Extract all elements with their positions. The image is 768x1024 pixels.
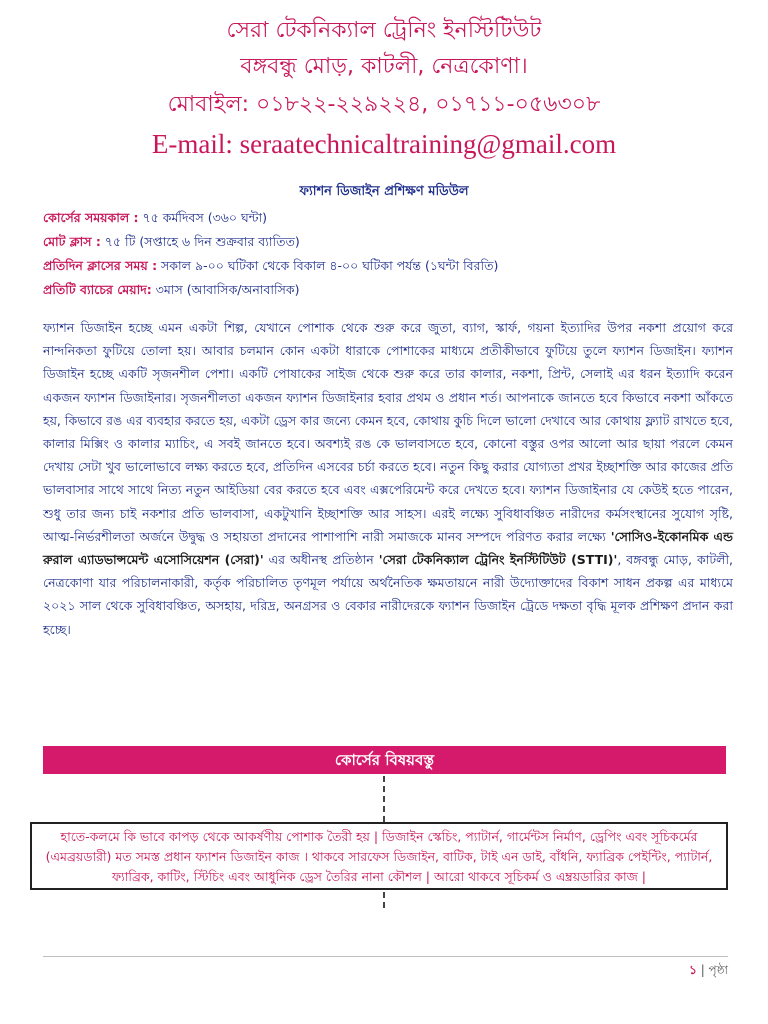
institute-name: সেরা টেকনিক্যাল ট্রেনিং ইনস্টিটিউট [226, 18, 542, 43]
institute-bold-name: 'সেরা টেকনিক্যাল ট্রেনিং ইনস্টিটিউট (STTI)' [378, 552, 618, 568]
connector-dashed-line [383, 776, 385, 822]
page-footer [689, 962, 728, 982]
course-content-heading: কোর্সের বিষয়বস্তু [43, 746, 726, 774]
mobile-numbers: মোবাইল: ০১৮২২-২২৯২২৪, ০১৭১১-০৫৬৩০৮ [167, 92, 601, 117]
course-content-box: হাতে-কলমে কি ভাবে কাপড় থেকে আকর্ষণীয় পোশাক তৈরী হয় | ডিজাইন স্কেচিং, প্যাটার্ন, গার্মেন্টস নির্মাণ, ড্রেপিং এবং সূচিকর্মের (এমব্রয়ডারী) মত সমস্ত প্রধান ফ্যাশন ডিজাইন কাজ । থাকবে সারফেস ডিজাইন, বাটিক, টাই এন ডাই, বাঁধনি, ফ্যাব্রিক পেইন্টিং, প্যাটার্ন, ফ্যাব্রিক, কাটিং, স্টিচিং এবং আধুনিক ড্রেস তৈরির নানা কৌশল | আরো থাকবে সূচিকর্ম ও এম্ব্রয়ডারির কাজ | [30, 822, 728, 890]
info-duration: কোর্সের সময়কাল : ৭৫ কর্মদিবস (৩৬০ ঘন্টা) [43, 210, 268, 225]
organization-name: 'সোসিও-ইকোনমিক এন্ড রুরাল এ্যাডভান্সমেন্ট এসোসিয়েশন (সেরা)' [43, 528, 733, 568]
page-number: ১ [689, 963, 697, 977]
connector-dashed-line-bottom [383, 892, 385, 908]
institute-address: বঙ্গবন্ধু মোড়, কাটলী, নেত্রকোণা। [240, 54, 528, 79]
page-label: | পৃষ্ঠা [696, 963, 728, 977]
footer-divider [43, 956, 728, 957]
email-address: E-mail: seraatechnicaltraining@gmail.com [151, 129, 617, 159]
letterhead [0, 14, 768, 164]
module-title: ফ্যাশন ডিজাইন প্রশিক্ষণ মডিউল [299, 184, 469, 199]
description-paragraph: ফ্যাশন ডিজাইন হচ্ছে এমন একটা শিল্প, যেখানে পোশাক থেকে শুরু করে জুতা, ব্যাগ, স্কার্ফ, গয়না ইত্যাদির উপর নকশা প্রয়োগ করে নান্দনিকতা ফুটিয়ে তোলা হয়। আবার চলমান কোন একটা ধারাকে পোশাকের মাধ্যমে প্রতীকীভাবে ফুটিয়ে তুলে ফ্যাশন ডিজাইন। ফ্যাশন ডিজাইন হচ্ছে একটি সৃজনশীল পেশা। একটি পোষাকের সাইজ থেকে শুরু করে তার কালার, নকশা, প্রিন্ট, সেলাই এর ধরন ইত্যাদি করেন একজন ফ্যাশন ডিজাইনার। সৃজনশীলতা একজন ফ্যাশন ডিজাইনার হবার প্রথম ও প্রধান শর্ত। আপনাকে জানতে হবে কিভাবে নকশা আঁকতে হয়, কিভাবে রঙ এর ব্যবহার করতে হয়, একটা ড্রেস কার জন্যে কেমন হবে, কোথায় কুচি দিলে ভালো দেখাবে আর কোথায় ফ্ল্যাট রাখতে হবে, কালার মিক্সিং ও কালার ম্যাচিং, এ সবই জানতে হবে। অবশ্যই রঙ কে ভালবাসতে হবে, কোনো বস্তুর ওপর আলো আর ছায়া পরলে কেমন দেখায় সেটা খুব ভালোভাবে লক্ষ্য করতে হবে, প্রতিদিন এসবের চর্চা করতে হবে। নতুন কিছু করার যোগ্যতা প্রখর ইচ্ছাশক্তি আর কাজের প্রতি ভালবাসার সাথে সাথে নিত্য নতুন আইডিয়া বের করতে হবে এবং এক্সপেরিমেন্ট করে দেখতে হবে। ফ্যাশন ডিজাইনার যে কেউই হতে পারেন, শুধু তার জন্য চাই নকশার প্রতি ভালবাসা, একটুখানি ইচ্ছাশক্তি আর সাহস। এরই লক্ষ্যে সুবিধাবঞ্চিত নারীদের কর্মসংস্থানের সুযোগ সৃষ্টি, আত্ম-নির্ভরশীলতা অর্জনে উদ্বুদ্ধ ও সহায়তা প্রদানের পাশাপাশি নারী সমাজকে মানব সম্পদে পরিণত করার লক্ষ্যে 'সোসিও-ইকোনমিক এন্ড রুরাল এ্যাডভান্সমেন্ট এসোসিয়েশন (সেরা)' এর অধীনস্থ প্রতিষ্ঠান 'সেরা টেকনিক্যাল ট্রেনিং ইনস্টিটিউট (STTI)', বঙ্গবন্ধু মোড়, কাটলী, নেত্রকোণা যার পরিচালনাকারী, কর্তৃক পরিচালিত তৃণমূল পর্যায়ে অর্থনৈতিক ক্ষমতায়নে নারী উদ্যোক্তাদের বিকাশ সাধন প্রকল্প এর মাধ্যমে ২০২১ সাল থেকে সুবিধাবঞ্চিত, অসহায়, দরিদ্র, অনগ্রসর ও বেকার নারীদেরকে ফ্যাশন ডিজাইন ট্রেডে দক্ষতা বৃদ্ধি মূলক প্রশিক্ষণ প্রদান করা হচ্ছে। [43, 320, 733, 637]
info-batch-duration: প্রতিটি ব্যাচের মেয়াদ: ৩মাস (আবাসিক/অনাবাসিক) [43, 282, 300, 297]
course-info-list [43, 206, 733, 302]
info-total-class: মোট ক্লাস : ৭৫ টি (সপ্তাহে ৬ দিন শুক্রবার ব্যাতিত) [43, 234, 300, 249]
info-class-time: প্রতিদিন ক্লাসের সময় : সকাল ৯-০০ ঘটিকা থেকে বিকাল ৪-০০ ঘটিকা পর্যন্ত (১ঘন্টা বিরতি) [43, 258, 499, 273]
